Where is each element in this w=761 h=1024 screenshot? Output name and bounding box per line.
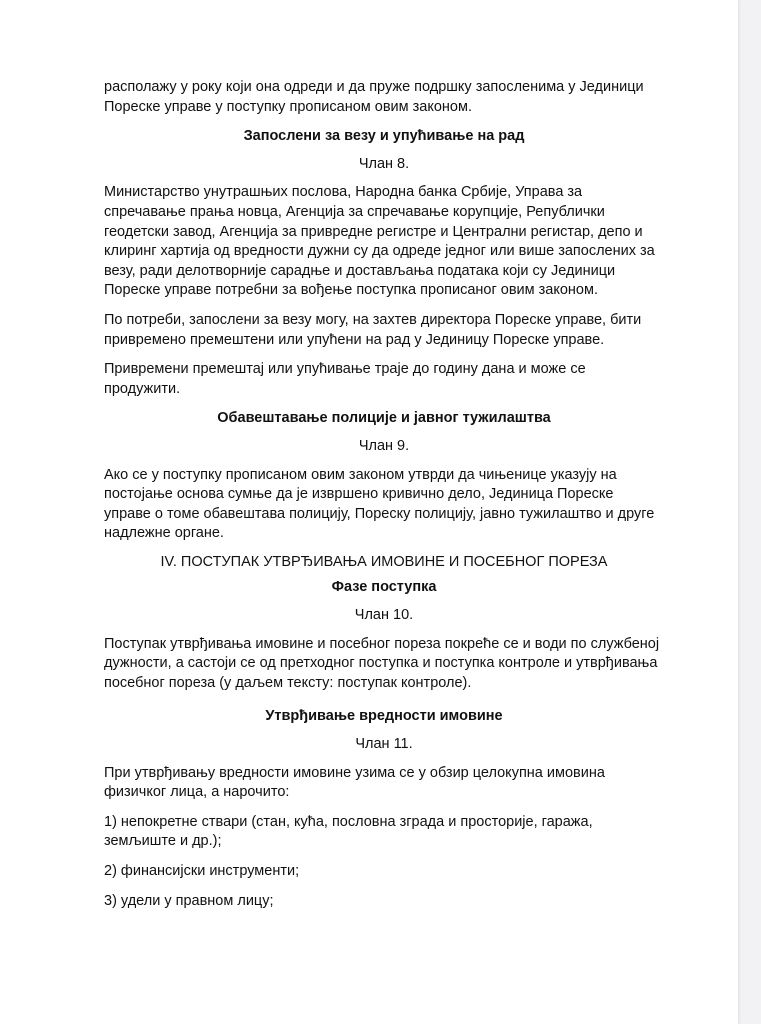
list-item: 3) удели у правном лицу; [104, 892, 274, 909]
section-heading: Обавештавање полиције и јавног тужилаштва [217, 410, 551, 427]
list-item: 1) непокретне ствари (стан, кућа, пословна зграда и просторије, гаража, земљиште и др.); [104, 813, 593, 850]
paragraph: Привремени премештај или упућивање траје до годину дана и може се продужити. [104, 361, 586, 397]
paragraph: По потреби, запослени за везу могу, на захтев директора Пореске управе, бити привремено премештени или упућени на рад у Јединицу Пореске управе. [104, 311, 642, 348]
section-heading: Утврђивање вредности имовине [265, 708, 503, 725]
paragraph: Министарство унутрашњих послова, Народна банка Србије, Управа за спречавање прања новца, Агенција за спречавање корупције, Републички геодетски завод, Агенција за привредне регистре и Централни регистар, депо и клиринг хартија од вредности дужни су да одреде једног или више запослених за везу, ради делотворније сарадње и достављања података који су Јединици Пореске управе потребни за вођење поступка прописаног овим законом. [104, 184, 655, 299]
article-number: Члан 11. [355, 736, 413, 753]
article-number: Члан 9. [358, 437, 410, 454]
paragraph: Ако се у поступку прописаном овим законом утврди да чињенице указују на постојање основа сумње да је извршено кривично дело, Јединица Пореске управе о томе обавештава полицију, Пореску полицију, јавно тужилаштво и друге надлежне органе. [104, 466, 655, 542]
article-number: Члан 8. [358, 155, 410, 172]
paragraph: располажу у року који она одреди и да пруже подршку запосленима у Јединици Пореске управе у поступку прописаном овим законом. [104, 79, 644, 115]
document-content [104, 78, 664, 921]
list-item: 2) финансијски инструменти; [104, 863, 300, 879]
paragraph: При утврђивању вредности имовине узима се у обзир целокупна имовина физичког лица, а нарочито: [104, 764, 605, 801]
section-heading: Запослени за везу и упућивање на рад [243, 128, 525, 145]
paragraph: Поступак утврђивања имовине и посебног пореза покреће се и води по службеној дужности, а састоји се од претходног поступка и поступка контроле и утврђивања посебног пореза (у даљем тексту: поступак контроле). [104, 635, 660, 691]
article-number: Члан 10. [354, 607, 414, 624]
chapter-heading: IV. ПОСТУПАК УТВРЂИВАЊА ИМОВИНЕ И ПОСЕБНОГ ПОРЕЗА [160, 553, 608, 570]
section-heading: Фазе поступка [331, 579, 437, 596]
